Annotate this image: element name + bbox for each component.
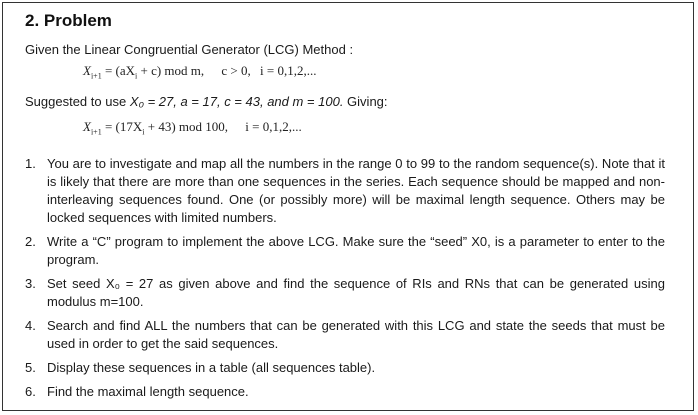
suggested-values: X₀ = 27, a = 17, c = 43, and m = 100.: [129, 94, 344, 109]
list-item: [25, 317, 665, 353]
item-text: Display these sequences in a table (all sequences table).: [47, 360, 376, 375]
list-item: [25, 383, 665, 401]
eq1-lhs-sub: i+1: [90, 71, 102, 81]
list-item: [25, 359, 665, 377]
item-number: 6.: [25, 384, 36, 399]
item-text: You are to investigate and map all the numbers in the range 0 to 99 to the random sequence(s). Note that it is likely that there are more than one sequences in the series. Each sequence should be mapped and non-interleaving sequences found. One (or possibly more) will be maximal length sequence. Others may be locked sequences with limited numbers.: [47, 156, 665, 225]
eq1-lhs: X: [83, 63, 91, 78]
lcg-general-equation: [83, 63, 316, 81]
section-heading: 2. Problem: [25, 11, 112, 30]
item-text: Write a “C” program to implement the above LCG. Make sure the “seed” X0, is a parameter to enter to the program.: [47, 234, 665, 267]
eq2-lhs-sub: i+1: [90, 127, 102, 137]
eq1-mid-sub: i: [135, 71, 138, 81]
lcg-specific-equation: [83, 119, 302, 137]
item-number: 3.: [25, 276, 36, 291]
document-frame: [2, 2, 694, 411]
eq1-mid2: + c) mod m,: [137, 63, 205, 78]
intro-text: Given the Linear Congruential Generator (LCG) Method :: [25, 42, 354, 57]
suggested-text: [25, 93, 388, 111]
item-number: 4.: [25, 318, 36, 333]
suggested-prefix: Suggested to use: [25, 94, 130, 109]
task-list: [25, 155, 665, 407]
item-number: 1.: [25, 156, 36, 171]
eq2-mid-sub: i: [142, 127, 145, 137]
eq1-cond1: c > 0,: [221, 63, 251, 78]
eq2-mid2: + 43) mod 100,: [144, 119, 229, 134]
list-item: [25, 155, 665, 227]
eq2-cond: i = 0,1,2,...: [245, 119, 302, 134]
item-number: 5.: [25, 360, 36, 375]
item-text: Set seed X₀ = 27 as given above and find the sequence of RIs and RNs that can be generated using modulus m=100.: [47, 276, 665, 309]
suggested-suffix: Giving:: [343, 94, 388, 109]
eq1-cond2: i = 0,1,2,...: [260, 63, 317, 78]
list-item: [25, 275, 665, 311]
eq2-lhs: X: [83, 119, 91, 134]
eq2-mid1: = (17X: [101, 119, 143, 134]
list-item: [25, 233, 665, 269]
item-text: Find the maximal length sequence.: [47, 384, 249, 399]
eq1-mid1: = (aX: [101, 63, 136, 78]
item-text: Search and find ALL the numbers that can be generated with this LCG and state the seeds that must be used in order to get the said sequences.: [47, 318, 665, 351]
item-number: 2.: [25, 234, 36, 249]
